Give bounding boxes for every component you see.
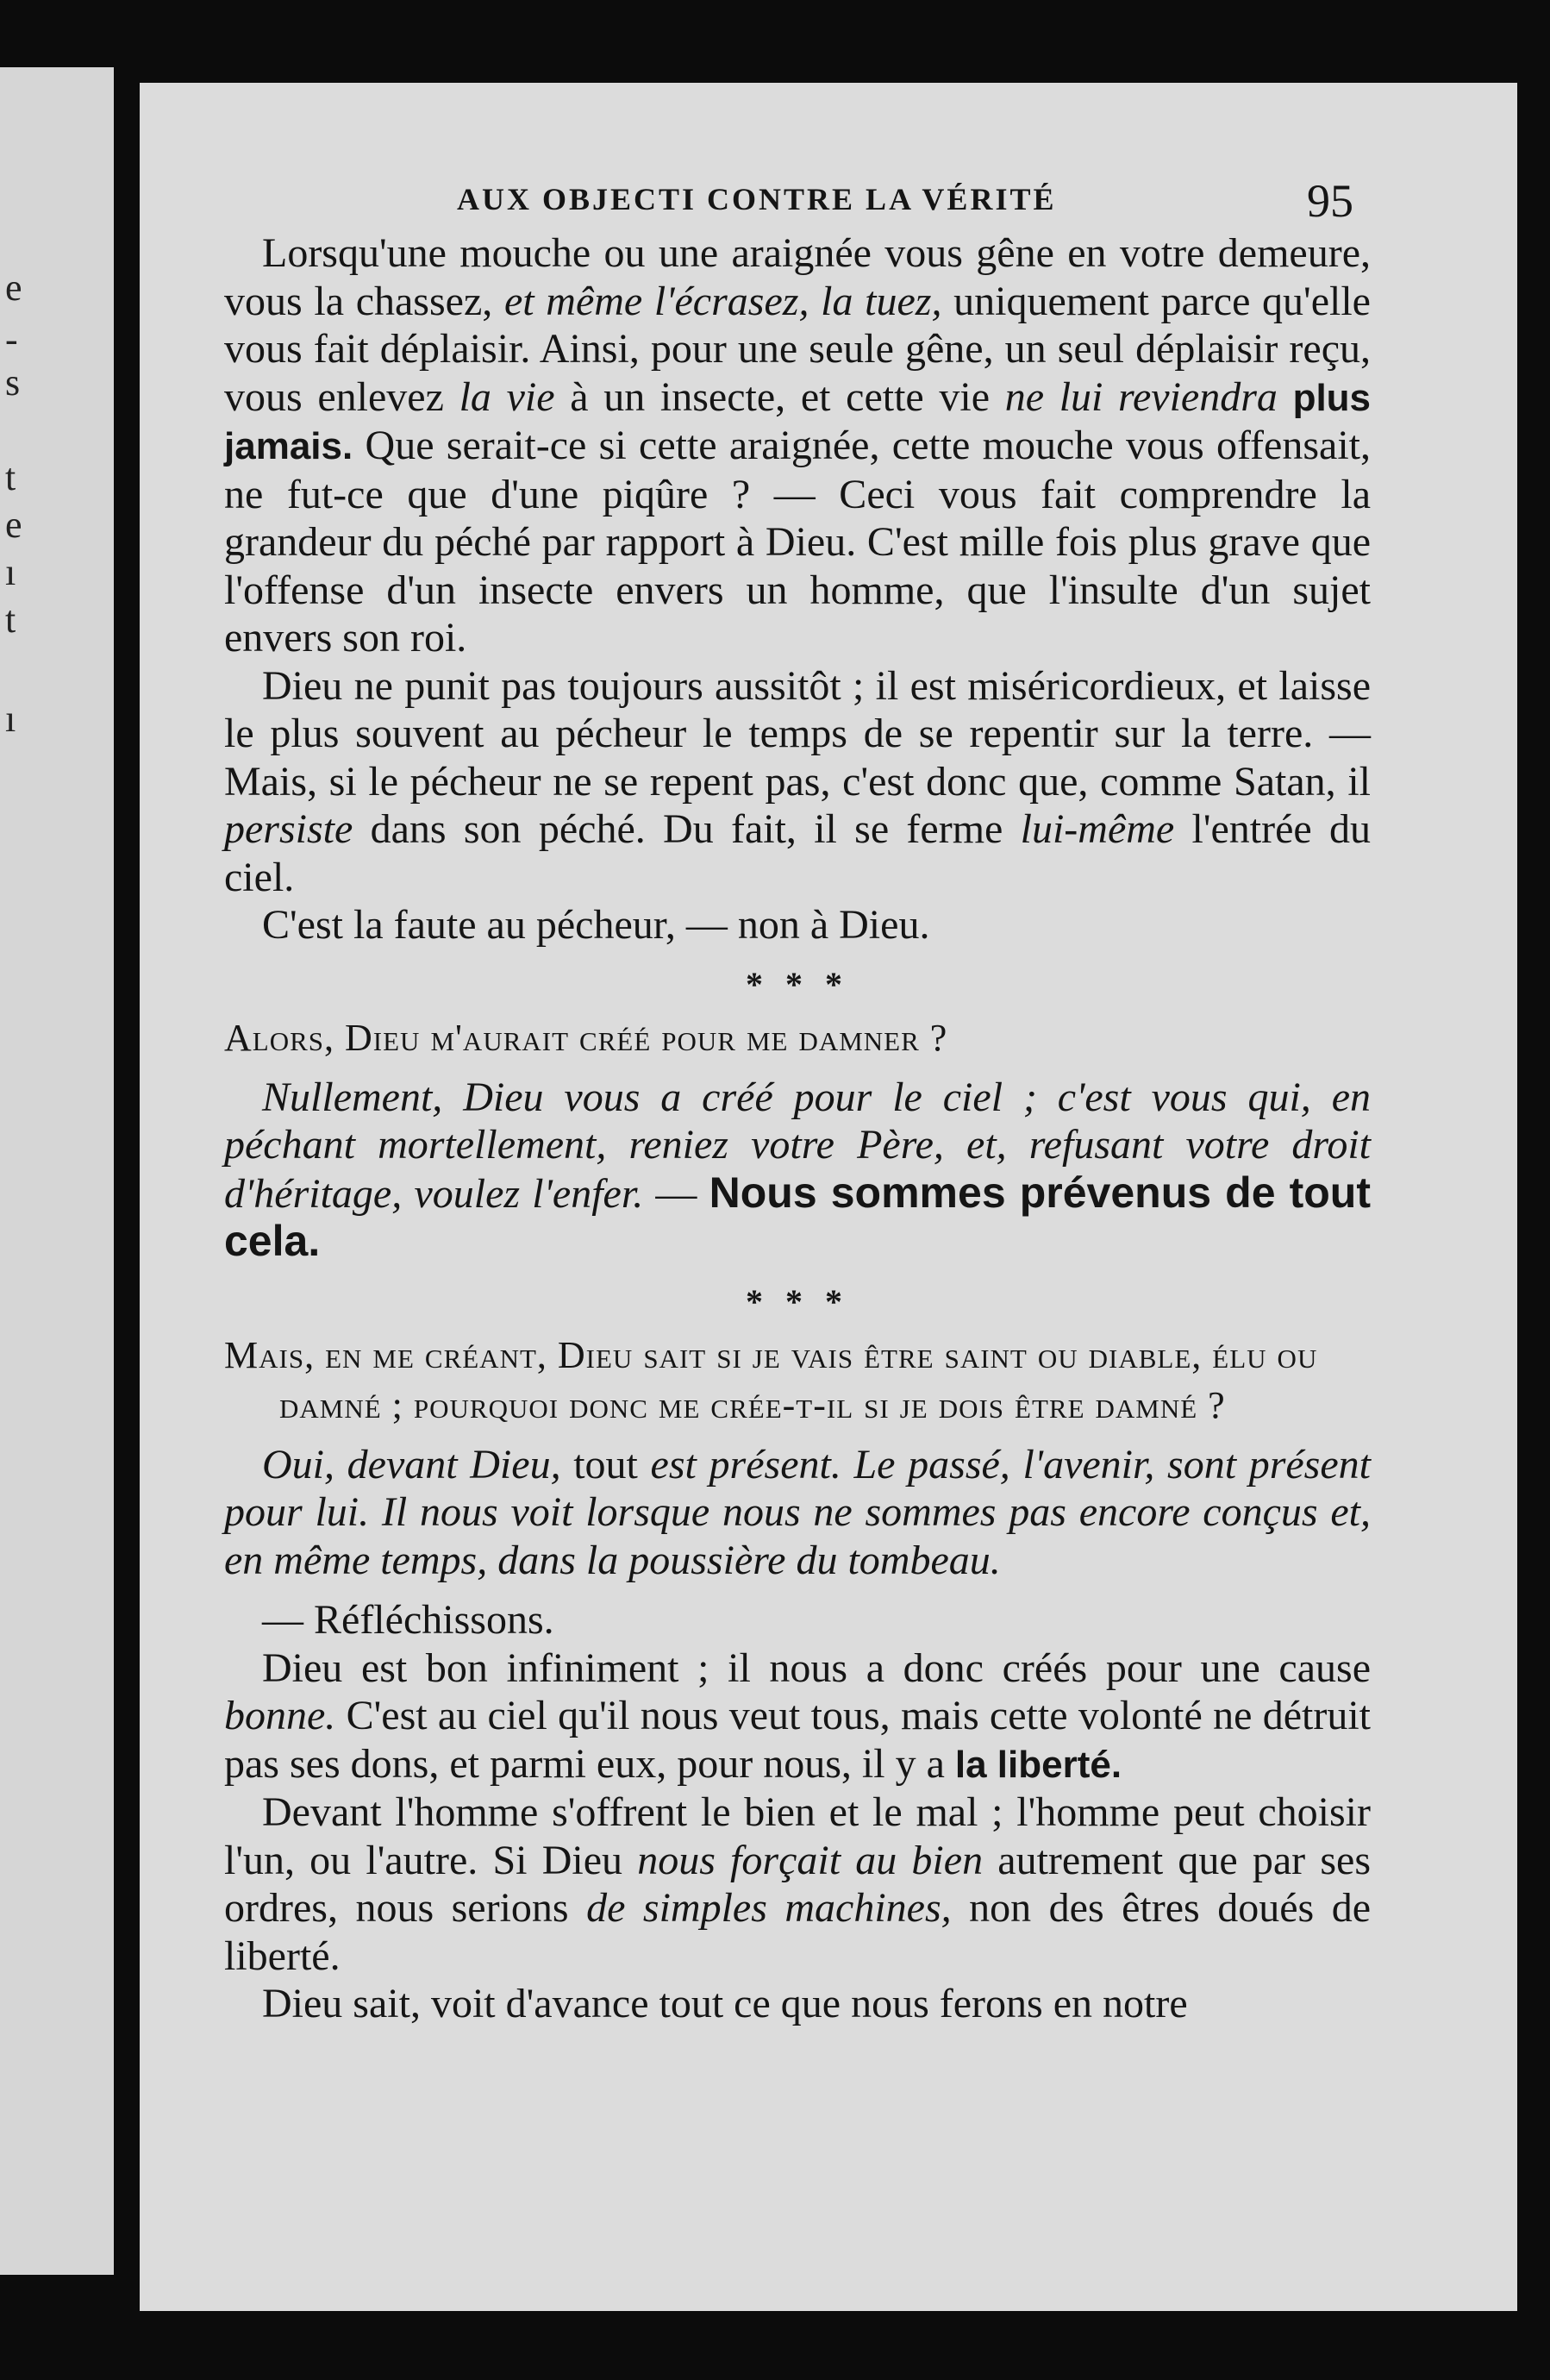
- page-number: 95: [1307, 175, 1353, 227]
- paragraph-2: Dieu ne punit pas toujours aussitôt ; il est miséricordieux, et laisse le plus souvent au pécheur le temps de se repentir sur la terre. — Mais, si le pécheur ne se repent pas, c'est donc que, comme Satan, il persiste dans son péché. Du fait, il se ferme lui-même l'entrée du ciel.: [224, 662, 1371, 900]
- previous-page-fragment: -: [5, 318, 18, 360]
- previous-page-fragment: ı: [5, 698, 16, 740]
- running-title: AUX OBJECTI CONTRE LA VÉRITÉ: [457, 182, 1057, 216]
- paragraph-5: Dieu est bon infiniment ; il nous a donc créés pour une cause bonne. C'est au ciel qu'il nous veut tous, mais cette volonté ne détruit pas ses dons, et parmi eux, pour nous, il y a la liberté.: [224, 1644, 1371, 1787]
- running-head: [224, 155, 1371, 229]
- asterism-divider: * * *: [746, 1281, 849, 1321]
- paragraph-6: Devant l'homme s'offrent le bien et le mal ; l'homme peut choisir l'un, ou l'autre. Si Dieu nous forçait au bien autrement que par ses ordres, nous serions de simples machines, non des êtres doués de liberté.: [224, 1789, 1372, 1979]
- previous-page-fragment: ı: [5, 551, 16, 593]
- answer-2: Oui, devant Dieu, tout est présent. Le passé, l'avenir, sont présent pour lui. Il nous voit lorsque nous ne sommes pas encore conçus et, en même temps, dans la poussière du tombeau.: [224, 1441, 1371, 1583]
- previous-page-fragment: e: [5, 504, 22, 546]
- previous-page-fragment: e: [5, 266, 22, 309]
- paragraph-3: C'est la faute au pécheur, — non à Dieu.: [262, 902, 930, 948]
- paragraph-4: — Réfléchissons.: [262, 1597, 554, 1643]
- paragraph-1: Lorsqu'une mouche ou une araignée vous gêne en votre demeure, vous la chassez, et même l'écrasez, la tuez, uniquement parce qu'elle vous fait déplaisir. Ainsi, pour une seule gêne, un seul déplaisir reçu, vous enlevez la vie à un insecte, et cette vie ne lui reviendra plus jamais. Que serait-ce si cette araignée, cette mouche vous offensait, ne fut-ce que d'une piqûre ? — Ceci vous fait comprendre la grandeur du péché par rapport à Dieu. C'est mille fois plus grave que l'offense d'un insecte envers un homme, que l'insulte d'un sujet envers son roi.: [224, 230, 1372, 661]
- previous-page-edge: [0, 67, 114, 2275]
- question-2: Mais, en me créant, Dieu sait si je vais être saint ou diable, élu ou damné ; pourquoi donc me crée-t-il si je dois être damné ?: [224, 1333, 1318, 1426]
- asterism-divider: * * *: [746, 964, 849, 1004]
- answer-1: Nullement, Dieu vous a créé pour le ciel ; c'est vous qui, en péchant mortellement, reniez votre Père, et, refusant votre droit d'héritage, voulez l'enfer. — Nous sommes prévenus de tout cela.: [224, 1074, 1372, 1265]
- question-1: Alors, Dieu m'aurait créé pour me damner ?: [224, 1016, 948, 1059]
- page-content: [224, 155, 1371, 2028]
- paragraph-7: Dieu sait, voit d'avance tout ce que nous ferons en notre: [262, 1981, 1188, 2026]
- previous-page-fragment: t: [5, 598, 16, 641]
- previous-page-fragment: t: [5, 456, 16, 498]
- previous-page-fragment: s: [5, 361, 21, 404]
